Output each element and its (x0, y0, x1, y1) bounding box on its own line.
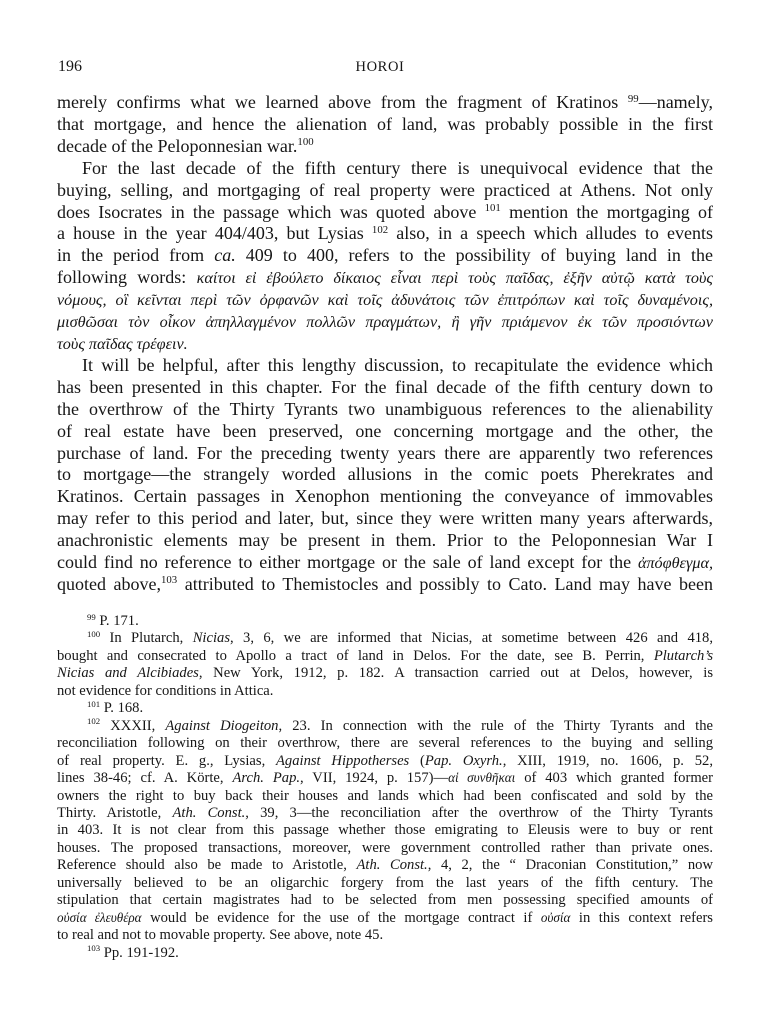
text-run: Thirty. Aristotle, (57, 804, 173, 821)
text-line (57, 910, 713, 927)
text-line (57, 683, 713, 700)
text-line (57, 613, 713, 630)
text-line (57, 700, 713, 717)
paragraph-continued (57, 92, 713, 158)
note-reference: 99 (627, 92, 639, 105)
text-run: mention the mortgaging of (500, 201, 713, 222)
text-line (57, 735, 713, 752)
text-line (57, 180, 713, 202)
text-run: attributed to Themistocles and possibly to Cato. Land may have been (177, 573, 714, 594)
italic-text: ca. (214, 245, 236, 266)
text-run: ( (409, 752, 425, 769)
greek-text: καίτοι εἰ ἐβούλετο δίκαιος εἶναι περὶ τοὺς παῖδας, ἐξῆν αὐτῷ κατὰ τοὺς (196, 269, 713, 288)
text-line (57, 421, 713, 443)
text-run: reconciliation following on their overthrow, there are several references to the buying and selling (57, 735, 713, 752)
text-run: not evidence for conditions in Attica. (57, 682, 274, 699)
paragraph (57, 158, 713, 355)
text-run: to mortgage—the strangely worded allusions in the comic poets Pherekrates and (57, 464, 713, 485)
text-run: merely confirms what we learned above from the fragment of Kratinos (57, 92, 628, 112)
text-run: 409 to 400, refers to the possibility of buying land in the (235, 245, 713, 266)
text-run: houses. The proposed transactions, moreover, were government controlled rather than private ones. (57, 839, 713, 856)
footnote-number: 103 (87, 943, 101, 954)
footnote-99 (57, 613, 713, 630)
text-line (57, 399, 713, 421)
text-line (57, 333, 713, 355)
text-run: buying, selling, and mortgaging of real property were practiced at Athens. Not only (57, 179, 713, 200)
footnote-number: 102 (87, 716, 101, 727)
text-run: in the period from (57, 245, 215, 266)
text-line (57, 788, 713, 805)
text-line (57, 630, 713, 647)
text-line (57, 875, 713, 892)
text-line (57, 718, 713, 735)
text-line (57, 648, 713, 665)
text-line (57, 770, 713, 787)
text-line (57, 289, 713, 311)
text-run: would be evidence for the use of the mortgage contract if (141, 909, 541, 926)
text-run: could find no reference to either mortgage or the sale of land except for the (57, 552, 638, 573)
text-line (57, 552, 713, 574)
footnote-number: 100 (87, 629, 101, 640)
text-run: universally believed to be an oligarchic forgery from the last years of the fifth century. The (57, 874, 713, 891)
text-run: purchase of land. For the preceding twenty years there are apparently two references (57, 442, 713, 463)
text-run: Kratinos. Certain passages in Xenophon mentioning the conveyance of immovables (57, 486, 713, 507)
text-run: of real property. E. g., Lysias, (57, 752, 277, 769)
text-line (57, 753, 713, 770)
text-run: a house in the year 404/403, but Lysias (57, 223, 372, 244)
text-run: may refer to this period and later, but, since they were written many years afterwards, (57, 508, 713, 529)
greek-text: νόμους, οἳ κεῖνται περὶ τῶν ὀρφανῶν καὶ τοῖς ἀδυνάτοις τῶν ἐπιτρόπων καὶ τοῖς δυναμένοις, (57, 291, 713, 310)
footnote-100 (57, 630, 713, 700)
text-line (57, 136, 713, 158)
text-run: It will be helpful, after this lengthy discussion, to recapitulate the evidence which (82, 354, 713, 375)
text-line (57, 857, 713, 874)
footnote-101 (57, 700, 713, 717)
text-run: has been presented in this chapter. For the final decade of the fifth century down to (57, 376, 713, 397)
italic-text: Nicias and Alcibiades (57, 665, 199, 682)
text-line (57, 114, 713, 136)
text-run: For the last decade of the fifth century there is unequivocal evidence that the (82, 157, 713, 178)
text-run: lines 38-46; cf. A. Körte, (57, 770, 233, 787)
text-run: P. 168. (100, 700, 144, 717)
text-run: stipulation that certain magistrates had to be selected from men possessing specified amounts of (57, 892, 713, 909)
text-run: , 4, 2, the “ Draconian Constitution,” now (427, 857, 714, 874)
footnote-number: 99 (87, 611, 96, 622)
text-line (57, 158, 713, 180)
text-line (57, 927, 713, 944)
text-run: in this context refers (570, 909, 713, 926)
note-reference: 100 (297, 136, 314, 149)
footnote-102 (57, 718, 713, 945)
italic-text: Ath. Const. (356, 857, 428, 874)
note-reference: 102 (371, 223, 389, 236)
text-line (57, 822, 713, 839)
text-line (57, 945, 713, 962)
text-line (57, 443, 713, 465)
greek-text: μισθῶσαι τὸν οἶκον ἀπηλλαγμένον πολλῶν πραγμάτων, ἢ γῆν πριάμενον ἐκ τῶν προσιόντων (57, 313, 713, 332)
note-reference: 103 (161, 574, 178, 587)
italic-text: Against Diogeiton (165, 717, 279, 734)
text-line (57, 530, 713, 552)
running-title: HOROI (355, 59, 405, 75)
note-reference: 101 (484, 202, 501, 215)
text-run: owners the right to buy back their houses and lands which had been confiscated and sold by the (57, 787, 713, 804)
text-line (57, 202, 713, 224)
text-run: XXXII, (100, 717, 166, 734)
text-run: quoted above, (57, 573, 161, 594)
text-run: that mortgage, and hence the alienation of land, was probably possible in the first (57, 113, 713, 134)
greek-text: οὐσία ἐλευθέρα (57, 909, 142, 925)
page-number: 196 (58, 58, 82, 75)
text-line (57, 486, 713, 508)
text-run: anachronistic elements may be present in them. Prior to the Peloponnesian War I (57, 530, 713, 551)
text-line (57, 245, 713, 267)
text-run: —namely, (638, 92, 713, 112)
footnotes (57, 613, 713, 962)
paragraph (57, 355, 713, 596)
text-run: in 403. It is not clear from this passage whether those emigrating to Eleusis were to buy or rent (57, 822, 713, 839)
italic-text: Ath. Const. (172, 804, 246, 821)
text-run: the overthrow of the Thirty Tyrants two unambiguous references to the alienability (57, 398, 713, 419)
text-line (57, 92, 713, 114)
text-line (57, 665, 713, 682)
text-line (57, 267, 713, 289)
text-line (57, 892, 713, 909)
italic-text: Plutarch’s (653, 647, 713, 664)
main-text (57, 92, 713, 596)
text-run: also, in a speech which alludes to events (388, 223, 714, 244)
italic-text: Pap. Oxyrh. (424, 752, 503, 769)
text-line (57, 377, 713, 399)
text-run: does Isocrates in the passage which was quoted above (57, 201, 485, 222)
text-run: , VII, 1924, p. 157)— (300, 770, 449, 787)
text-run: , 23. In connection with the rule of the Thirty Tyrants and the (278, 717, 713, 734)
italic-text: Nicias (192, 630, 230, 647)
text-run: , New York, 1912, p. 182. A transaction carried out at Delos, however, is (198, 665, 714, 682)
text-run: following words: (57, 267, 197, 288)
text-run: In Plutarch, (100, 630, 193, 647)
greek-text: αἱ συνθῆκαι (448, 770, 516, 786)
text-run: Reference should also be made to Aristotle, (57, 857, 357, 874)
text-run: to real and not to movable property. See above, note 45. (57, 927, 384, 944)
greek-text: ἀπόφθεγμα, (637, 554, 713, 573)
italic-text: Against Hippotherses (276, 752, 410, 769)
text-run: Pp. 191-192. (100, 944, 179, 961)
text-run: bought and consecrated to Apollo a tract of land in Delos. For the date, see B. Perrin, (57, 647, 654, 664)
text-line (57, 508, 713, 530)
text-run: , 3, 6, we are informed that Nicias, at sometime between 426 and 418, (230, 630, 713, 647)
greek-text: οὐσία (540, 909, 571, 925)
text-run: of 403 which granted former (515, 770, 714, 787)
footnote-number: 101 (87, 699, 101, 710)
text-run: , XIII, 1919, no. 1606, p. 52, (502, 752, 713, 769)
text-line (57, 574, 713, 596)
text-run: , 39, 3—the reconciliation after the overthrow of the Thirty Tyrants (245, 804, 713, 821)
text-line (57, 805, 713, 822)
text-run: P. 171. (95, 613, 139, 629)
running-head (57, 57, 713, 77)
text-run: of real estate have been preserved, one concerning mortgage and the other, the (57, 420, 713, 441)
text-line (57, 464, 713, 486)
text-line (57, 840, 713, 857)
text-run: decade of the Peloponnesian war. (57, 135, 298, 156)
footnote-103 (57, 945, 713, 962)
text-line (57, 311, 713, 333)
text-line (57, 223, 713, 245)
greek-text: τοὺς παῖδας τρέφειν. (57, 334, 188, 353)
text-line (57, 355, 713, 377)
italic-text: Arch. Pap. (232, 770, 301, 787)
